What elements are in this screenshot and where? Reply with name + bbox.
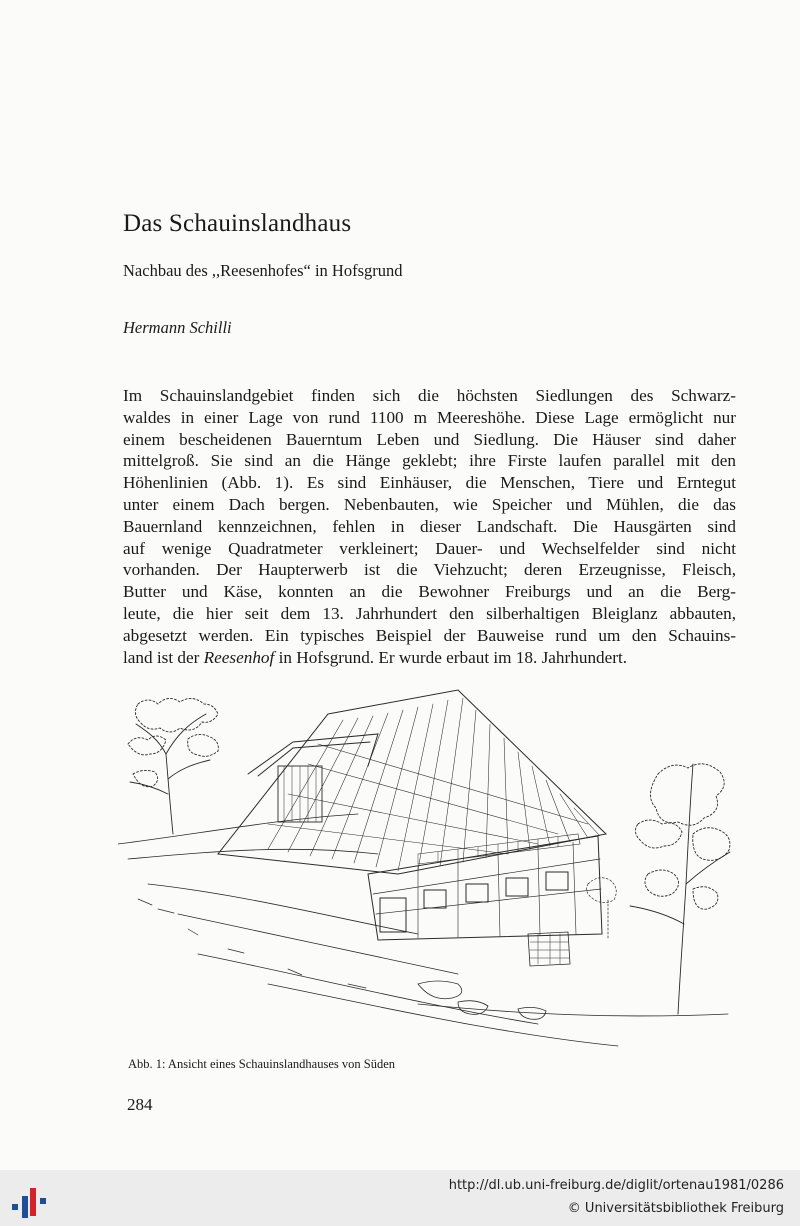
- body-line: einem bescheidenen Bauerntum Leben und Siedlung. Die Häuser sind daher: [123, 429, 736, 449]
- house-facade-sketch: [368, 834, 602, 966]
- copyright-notice: © Universitätsbibliothek Freiburg: [567, 1201, 784, 1216]
- library-footer: [0, 1170, 800, 1226]
- ub-freiburg-logo-icon: [10, 1180, 50, 1220]
- thatched-roof-sketch: [218, 690, 606, 874]
- article-title: Das Schauinslandhaus: [123, 210, 352, 237]
- body-line-last: [123, 647, 736, 669]
- body-line: waldes in einer Lage von rund 1100 m Meereshöhe. Diese Lage ermöglicht nur: [123, 407, 736, 427]
- body-line: leute, die hier seit dem 13. Jahrhundert den silberhaltigen Bleiglanz abbauten,: [123, 603, 736, 623]
- body-line: Höhenlinien (Abb. 1). Es sind Einhäuser, die Menschen, Tiere und Erntegut: [123, 473, 736, 493]
- body-line: auf wenige Quadratmeter verkleinert; Dauer- und Wechselfelder sind nicht: [123, 538, 736, 558]
- body-text-fragment: in Hofsgrund. Er wurde erbaut im 18. Jahrhundert.: [274, 647, 628, 667]
- article-subtitle: Nachbau des ,,Reesenhofes“ in Hofsgrund: [123, 261, 403, 280]
- article-author: Hermann Schilli: [123, 318, 232, 337]
- left-tree-sketch: [128, 698, 218, 834]
- figure-caption: Abb. 1: Ansicht eines Schauinslandhauses von Süden: [128, 1057, 395, 1071]
- body-line: abgesetzt werden. Ein typisches Beispiel der Bauweise rund um den Schauins-: [123, 625, 736, 645]
- hillside-sketch: [118, 814, 728, 1046]
- body-line: Bauernland kennzeichnen, fehlen in dieser Landschaft. Die Hausgärten sind: [123, 516, 736, 536]
- source-url-link[interactable]: http://dl.ub.uni-freiburg.de/diglit/ortenau1981/0286: [448, 1178, 784, 1193]
- right-tree-sketch: [630, 764, 730, 1014]
- body-line: unter einem Dach bergen. Nebenbauten, wie Speicher und Mühlen, die das: [123, 494, 736, 514]
- emphasized-house-name: Reesenhof: [203, 647, 275, 667]
- house-illustration: [118, 684, 736, 1054]
- body-line: Im Schauinslandgebiet finden sich die höchsten Siedlungen des Schwarz-: [123, 386, 736, 405]
- body-line: mittelgroß. Sie sind an die Hänge geklebt; ihre Firste laufen parallel mit den: [123, 451, 736, 471]
- body-line: Butter und Käse, konnten an die Bewohner Freiburgs und an die Berg-: [123, 582, 736, 602]
- body-text-fragment: land ist der: [123, 647, 204, 667]
- article-body: [123, 385, 736, 668]
- body-line: vorhanden. Der Haupterwerb ist die Viehzucht; deren Erzeugnisse, Fleisch,: [123, 560, 736, 580]
- page-number: 284: [127, 1095, 153, 1114]
- gable-sketch: [278, 766, 322, 822]
